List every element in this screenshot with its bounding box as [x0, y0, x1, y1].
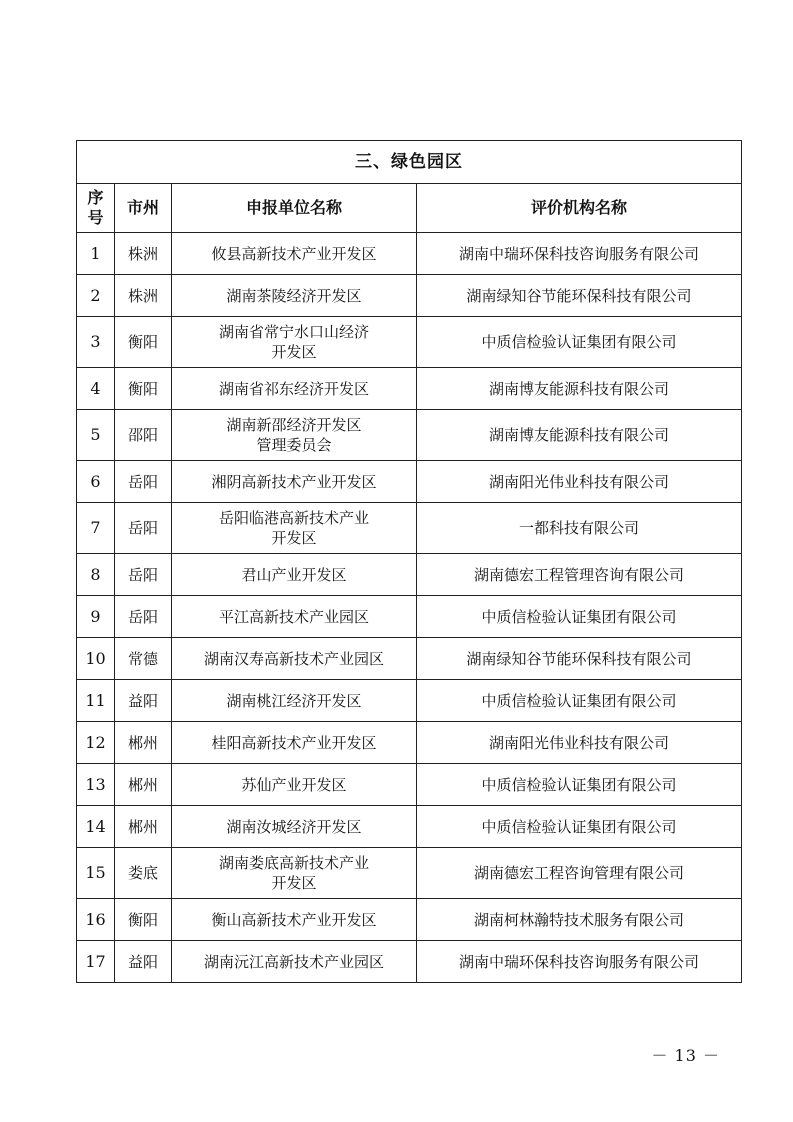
- row-evaluator: 湖南绿知谷节能环保科技有限公司: [417, 275, 742, 317]
- table-row: [77, 596, 742, 638]
- section-title: 三、绿色园区: [77, 141, 742, 184]
- table-row: [77, 848, 742, 899]
- row-city: 岳阳: [115, 461, 172, 503]
- column-header-city: 市州: [115, 184, 172, 233]
- table-row: [77, 317, 742, 368]
- row-applicant-line: 湖南省祁东经济开发区: [218, 379, 369, 398]
- row-index: 17: [77, 941, 115, 983]
- row-city: 岳阳: [115, 554, 172, 596]
- table-row: [77, 680, 742, 722]
- table-row: [77, 368, 742, 410]
- row-evaluator: 中质信检验认证集团有限公司: [417, 596, 742, 638]
- row-applicant-line: 湖南娄底高新技术产业: [218, 854, 369, 872]
- row-evaluator: 湖南德宏工程管理咨询有限公司: [417, 554, 742, 596]
- row-applicant-line: 湖南沅江高新技术产业园区: [203, 952, 384, 971]
- row-applicant-line: 湖南汉寿高新技术产业园区: [203, 649, 384, 668]
- row-city: 衡阳: [115, 368, 172, 410]
- row-applicant: [172, 275, 417, 317]
- row-applicant-line: 管理委员会: [256, 436, 332, 454]
- row-index: 11: [77, 680, 115, 722]
- section-title-row: [77, 141, 742, 184]
- header-row: [77, 184, 742, 233]
- row-index: 12: [77, 722, 115, 764]
- row-city: 岳阳: [115, 596, 172, 638]
- row-applicant-line: 湖南省常宁水口山经济: [218, 323, 369, 341]
- column-header-evaluator: 评价机构名称: [417, 184, 742, 233]
- row-applicant-line: 君山产业开发区: [241, 565, 347, 584]
- table-row: [77, 722, 742, 764]
- row-evaluator: 湖南德宏工程咨询管理有限公司: [417, 848, 742, 899]
- row-city: 邵阳: [115, 410, 172, 461]
- green-park-table: [76, 140, 742, 983]
- row-evaluator: 湖南中瑞环保科技咨询服务有限公司: [417, 941, 742, 983]
- row-index: 1: [77, 233, 115, 275]
- row-applicant: [172, 680, 417, 722]
- row-index: 4: [77, 368, 115, 410]
- row-index: 8: [77, 554, 115, 596]
- row-applicant-line: 开发区: [271, 529, 317, 547]
- table-row: [77, 461, 742, 503]
- row-applicant-line: 湖南茶陵经济开发区: [226, 286, 362, 305]
- row-applicant: [172, 848, 417, 899]
- row-city: 益阳: [115, 941, 172, 983]
- row-applicant-line: 攸县高新技术产业开发区: [211, 244, 377, 263]
- row-applicant-line: 桂阳高新技术产业开发区: [211, 733, 377, 752]
- row-applicant: [172, 503, 417, 554]
- row-evaluator: 一都科技有限公司: [417, 503, 742, 554]
- row-index: 10: [77, 638, 115, 680]
- row-index: 15: [77, 848, 115, 899]
- row-applicant: [172, 317, 417, 368]
- table-row: [77, 503, 742, 554]
- row-applicant-line: 平江高新技术产业园区: [218, 607, 369, 626]
- row-city: 郴州: [115, 806, 172, 848]
- row-applicant-line: 湖南新邵经济开发区: [226, 416, 362, 434]
- column-header-index: [77, 184, 115, 233]
- page-number: － 13 －: [651, 1046, 720, 1065]
- row-city: 株洲: [115, 233, 172, 275]
- table-row: [77, 554, 742, 596]
- row-city: 郴州: [115, 722, 172, 764]
- row-evaluator: 中质信检验认证集团有限公司: [417, 317, 742, 368]
- row-evaluator: 湖南阳光伟业科技有限公司: [417, 722, 742, 764]
- row-applicant: [172, 461, 417, 503]
- row-evaluator: 湖南阳光伟业科技有限公司: [417, 461, 742, 503]
- row-index: 6: [77, 461, 115, 503]
- row-applicant: [172, 722, 417, 764]
- row-applicant: [172, 764, 417, 806]
- table-row: [77, 275, 742, 317]
- row-applicant: [172, 638, 417, 680]
- row-applicant: [172, 368, 417, 410]
- row-applicant-line: 湖南桃江经济开发区: [226, 691, 362, 710]
- row-index: 3: [77, 317, 115, 368]
- table-row: [77, 941, 742, 983]
- row-applicant: [172, 410, 417, 461]
- row-index: 14: [77, 806, 115, 848]
- row-evaluator: 中质信检验认证集团有限公司: [417, 806, 742, 848]
- row-index: 16: [77, 899, 115, 941]
- column-header-applicant: 申报单位名称: [172, 184, 417, 233]
- row-evaluator: 湖南博友能源科技有限公司: [417, 410, 742, 461]
- row-evaluator: 湖南绿知谷节能环保科技有限公司: [417, 638, 742, 680]
- row-applicant-line: 苏仙产业开发区: [241, 775, 347, 794]
- row-city: 衡阳: [115, 899, 172, 941]
- table-row: [77, 806, 742, 848]
- table-body: [77, 233, 742, 983]
- row-applicant: [172, 554, 417, 596]
- table-row: [77, 638, 742, 680]
- table-row: [77, 764, 742, 806]
- table-row: [77, 233, 742, 275]
- row-applicant-line: 衡山高新技术产业开发区: [211, 910, 377, 929]
- row-applicant: [172, 806, 417, 848]
- row-index: 9: [77, 596, 115, 638]
- row-index: 13: [77, 764, 115, 806]
- row-evaluator: 湖南博友能源科技有限公司: [417, 368, 742, 410]
- row-city: 衡阳: [115, 317, 172, 368]
- column-header-index-line1: 序: [87, 188, 104, 207]
- row-applicant-line: 开发区: [271, 343, 317, 361]
- row-applicant: [172, 899, 417, 941]
- row-evaluator: 中质信检验认证集团有限公司: [417, 764, 742, 806]
- row-evaluator: 湖南柯林瀚特技术服务有限公司: [417, 899, 742, 941]
- row-applicant: [172, 596, 417, 638]
- row-applicant: [172, 233, 417, 275]
- row-index: 2: [77, 275, 115, 317]
- row-city: 岳阳: [115, 503, 172, 554]
- row-evaluator: 湖南中瑞环保科技咨询服务有限公司: [417, 233, 742, 275]
- row-index: 5: [77, 410, 115, 461]
- row-evaluator: 中质信检验认证集团有限公司: [417, 680, 742, 722]
- row-city: 常德: [115, 638, 172, 680]
- row-applicant: [172, 941, 417, 983]
- row-index: 7: [77, 503, 115, 554]
- green-park-table-container: [76, 140, 741, 983]
- row-applicant-line: 开发区: [271, 874, 317, 892]
- table-row: [77, 410, 742, 461]
- table-row: [77, 899, 742, 941]
- row-city: 郴州: [115, 764, 172, 806]
- row-applicant-line: 湖南汝城经济开发区: [226, 817, 362, 836]
- row-city: 株洲: [115, 275, 172, 317]
- row-city: 益阳: [115, 680, 172, 722]
- row-applicant-line: 岳阳临港高新技术产业: [218, 509, 369, 527]
- row-applicant-line: 湘阴高新技术产业开发区: [211, 472, 377, 491]
- row-city: 娄底: [115, 848, 172, 899]
- column-header-index-line2: 号: [87, 208, 104, 227]
